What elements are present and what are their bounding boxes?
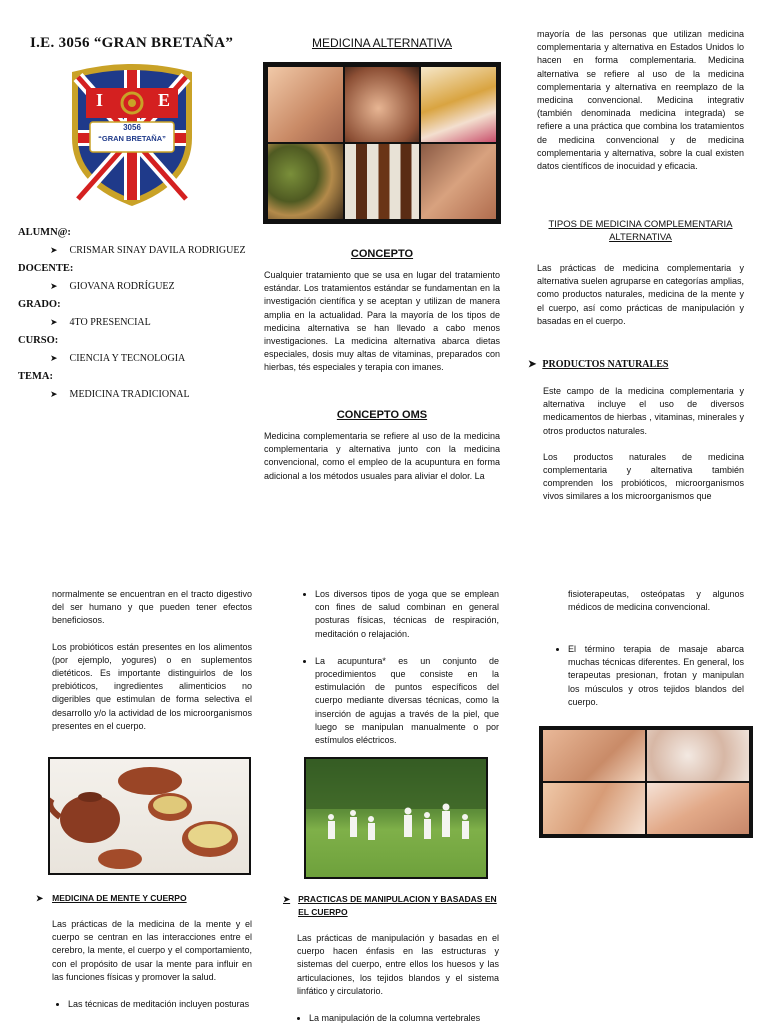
teapot-icon: [50, 759, 249, 873]
list-item: • Las técnicas de meditación incluyen posturas: [68, 998, 252, 1011]
yoga-acupuntura-section: [297, 588, 499, 756]
concepto-oms-title: CONCEPTO OMS: [336, 409, 428, 421]
info-value: ➤ MEDICINA TRADICIONAL: [50, 389, 190, 400]
mente-cuerpo-section: [36, 893, 252, 1020]
arrow-bullet-icon: ➤: [50, 389, 58, 399]
hand-massage-photo: [647, 783, 749, 834]
info-block-docente: [18, 263, 248, 292]
mente-cuerpo-title: ➤ MEDICINA DE MENTE Y CUERPO: [36, 893, 187, 903]
info-value: ➤ GIOVANA RODRÍGUEZ: [50, 281, 175, 292]
arrow-bullet-icon: ➤: [50, 281, 58, 291]
masaje-section: [550, 643, 744, 718]
arrow-bullet-icon: ➤: [283, 894, 291, 904]
acupuncture-photo: [421, 144, 496, 219]
info-value: ➤ CRISMAR SINAY DAVILA RODRIGUEZ: [50, 245, 246, 256]
arrow-bullet-icon: ➤: [50, 317, 58, 327]
info-label: GRADO:: [18, 299, 61, 310]
manipulacion-title: ➤ PRACTICAS DE MANIPULACION Y BASADAS EN EL CUERPO: [283, 894, 497, 917]
arrow-bullet-icon: ➤: [36, 893, 44, 903]
mente-cuerpo-text: Las prácticas de la medicina de la mente y el cuerpo se centran en las interacciones entre el cerebro, la mente, el cuerpo y el comportamiento, con el propósito de usar la mente para influir en las funciones físicas y promover la salud.: [52, 919, 252, 982]
face-massage-photo: [345, 67, 420, 142]
tipos-text: Las prácticas de medicina complementaria y alternativa suelen agruparse en categorías amplias, como productos naturales, medicina de la mente y el cuerpo, así como prácticas de manipulación y basadas en el cuerpo.: [537, 263, 744, 326]
student-info: [18, 227, 248, 400]
concepto-title: CONCEPTO: [350, 248, 414, 260]
school-crest: [66, 60, 198, 210]
hands-massage-photo: [268, 67, 343, 142]
fisioterapia-text: fisioterapeutas, osteópatas y algunos médicos de medicina convencional.: [568, 589, 744, 613]
info-value: ➤ CIENCIA Y TECNOLOGIA: [50, 353, 186, 364]
arrow-bullet-icon: ➤: [50, 245, 58, 255]
info-value: ➤ 4TO PRESENCIAL: [50, 317, 151, 328]
herbs-bowls-photo: [268, 144, 343, 219]
tea-set-image: [48, 757, 251, 875]
probioticos-text-1: normalmente se encuentran en el tracto digestivo del ser humano y que pueden tener efectos beneficiosos.: [52, 589, 252, 626]
arrow-bullet-icon: ➤: [50, 353, 58, 363]
col3-intro: [537, 28, 744, 173]
school-title-text: I.E. 3056 “GRAN BRETAÑA”: [30, 35, 234, 51]
tipos-section: [537, 218, 744, 328]
productos-text-1: Este campo de la medicina complementaria y alternativa incluye el uso de diversos medicamentos de hierbas , vitaminas, minerales y otros productos naturales.: [543, 386, 744, 436]
productos-section: [528, 359, 744, 504]
list-item: • El término terapia de masaje abarca muchas técnicas diferentes. En general, los terapeutas presionan, frotan y manipulan los músculos y otros tejidos blandos del cuerpo.: [568, 643, 744, 709]
manipulacion-section: [283, 893, 499, 1034]
manipulacion-list: [297, 1012, 499, 1025]
collage-image: [263, 62, 501, 224]
probioticos-section: [52, 588, 252, 733]
tincture-bottles-photo: [345, 144, 420, 219]
probioticos-text-2: Los probióticos están presentes en los alimentos (por ejemplo, yogures) o en suplementos dietéticos. Es importante distinguirlos de los prebióticos, ingredientes alimenticios no digeribles que estimulan de forma selectiva el desarrollo y/o la actividad de los microorganismos presentes en el cuerpo.: [52, 641, 252, 731]
info-label: TEMA:: [18, 371, 53, 382]
main-title: [262, 34, 502, 52]
manipulacion-text: Las prácticas de manipulación y basadas en el cuerpo hacen énfasis en las estructuras y sistemas del cuerpo, entre ellos los huesos y las articulaciones, los tejidos blandos y el sistema linfático y circulatorio.: [297, 933, 499, 996]
fisioterapia-section: [568, 588, 744, 614]
concepto-text: Cualquier tratamiento que se usa en lugar del tratamiento estándar. Los tratamientos estándar se fundamentan en la investigación científica y se aceptan y utilizan de manera amplia en la actualidad. Para la mayoría de los tipos de medicina alternativa se han llevado a cabo menos investigaciones. La medicina alternativa abarca dietas especiales, dosis muy altas de vitaminas, preparados con hierbas, tés especiales y terapia con imanes.: [264, 270, 500, 373]
concepto-oms-section: [264, 409, 500, 483]
list-item: • La manipulación de la columna vertebrales: [309, 1012, 499, 1025]
list-item: • Los diversos tipos de yoga que se emplean con fines de salud combinan en general posturas físicas, técnicas de respiración, meditación o relajación.: [315, 588, 499, 641]
productos-text-2: Los productos naturales de medicina complementaria y alternativa también comprenden los probióticos, microorganismos vivos similares a los microorganismos que: [543, 451, 744, 502]
tipos-title: TIPOS DE MEDICINA COMPLEMENTARIA ALTERNATIVA: [548, 219, 733, 243]
info-block-grado: [18, 299, 248, 328]
cupping-photo: [647, 730, 749, 781]
info-block-tema: [18, 371, 248, 400]
main-title-text: MEDICINA ALTERNATIVA: [311, 36, 453, 50]
tai-chi-image: [304, 757, 488, 879]
crest-letter-i: I: [96, 90, 104, 110]
crest-name: “GRAN BRETAÑA”: [98, 134, 166, 143]
oil-bottle-photo: [421, 67, 496, 142]
back-massage-photo: [543, 730, 645, 781]
info-label: ALUMN@:: [18, 227, 71, 238]
arrow-bullet-icon: ➤: [528, 359, 537, 370]
masaje-list: [550, 643, 744, 709]
intro-text: mayoría de las personas que utilizan medicina complementaria y alternativa en Estados Unidos lo hacen en forma complementaria. Medicina alternativa se refiere al uso de la medicina complementaria y alternativa en reemplazo de la medicina convencional. Medicina integrativ (también denominada medicina integrada) se refiere a una práctica que combina los tratamientos de medicina convencional y de medicina complementaria y alternativa, sobre la cual existen datos científicos de inocuidad y eficacia.: [537, 29, 744, 172]
crest-number: 3056: [123, 123, 141, 132]
massage-collage-image: [539, 726, 753, 838]
info-label: DOCENTE:: [18, 263, 74, 274]
productos-title: ➤ PRODUCTOS NATURALES: [528, 359, 669, 370]
info-block-curso: [18, 335, 248, 364]
shoulder-massage-photo: [543, 783, 645, 834]
people-icon: [306, 759, 486, 877]
info-block-alumno: [18, 227, 248, 256]
concepto-oms-text: Medicina complementaria se refiere al uso de la medicina complementaria y alternativa junto con la medicina convencional, como el empleo de la acupuntura en forma adicional a los métodos usuales para aliviar el dolor. La: [264, 431, 500, 481]
meditacion-list: [52, 998, 252, 1011]
practicas-list: [297, 588, 499, 747]
list-item: • La acupuntura* es un conjunto de procedimientos que consiste en la estimulación de puntos específicos del cuerpo mediante diversas técnicas, como la inserción de agujas a través de la piel, que luego se manipulan manualmente o por estímulos eléctricos.: [315, 655, 499, 747]
crest-letter-e: E: [158, 90, 171, 110]
info-label: CURSO:: [18, 335, 59, 346]
school-title: [30, 34, 260, 52]
concepto-section: [264, 248, 500, 375]
